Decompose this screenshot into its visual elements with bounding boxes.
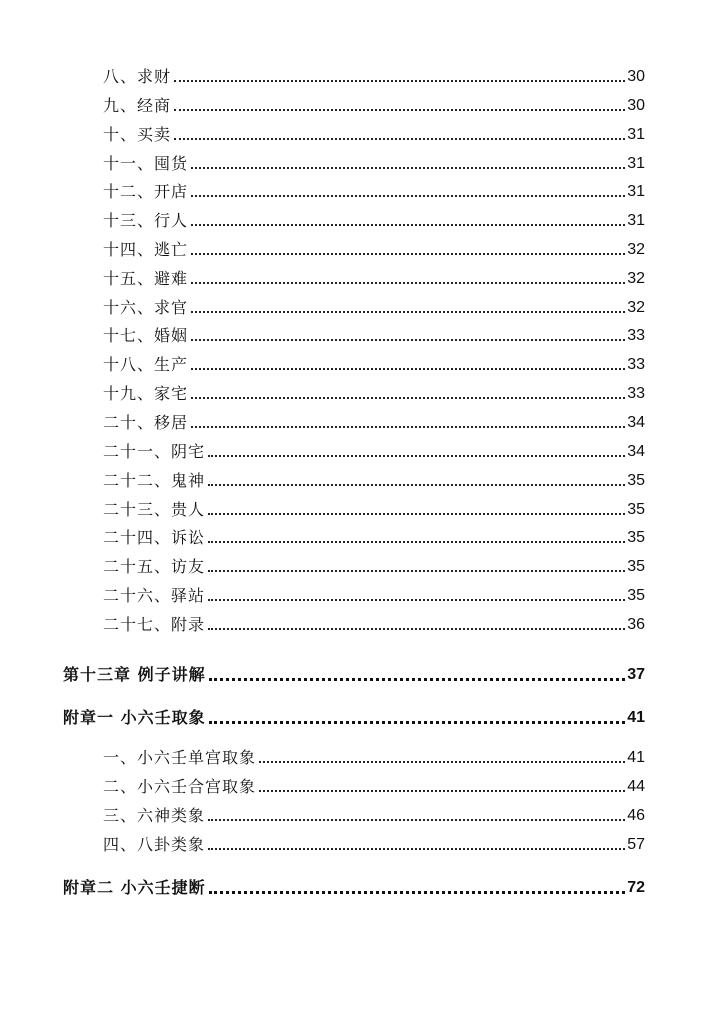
toc-entry[interactable] (103, 773, 645, 797)
toc-entry-title: 三、六神类象 (103, 806, 206, 825)
toc-entry-page: 34 (627, 414, 645, 431)
toc-entry-page: 33 (627, 327, 645, 344)
toc-entry-page: 36 (627, 616, 645, 633)
toc-entry[interactable] (103, 611, 645, 635)
toc-entry-title: 九、经商 (103, 96, 172, 115)
toc-chapter-13[interactable] (63, 661, 645, 685)
toc-entry-page: 30 (627, 68, 645, 85)
toc-entry-page: 32 (627, 299, 645, 316)
toc-entry-page: 35 (627, 587, 645, 604)
toc-entry-page: 31 (627, 183, 645, 200)
toc-entry-title: 二十六、驿站 (103, 586, 206, 605)
toc-entry-title: 八、求财 (103, 67, 172, 86)
toc-entry-title: 十六、求官 (103, 298, 189, 317)
toc-entry[interactable] (103, 438, 645, 462)
toc-entry[interactable] (103, 294, 645, 318)
toc-entry-page: 35 (627, 529, 645, 546)
toc-entry[interactable] (103, 744, 645, 768)
toc-entry-title: 十八、生产 (103, 355, 189, 374)
toc-entry-page: 35 (627, 472, 645, 489)
toc-entry[interactable] (103, 553, 645, 577)
toc-entry[interactable] (103, 92, 645, 116)
dot-leader (174, 80, 625, 82)
toc-appendix-2[interactable] (63, 874, 645, 898)
toc-appendix-1[interactable] (63, 704, 645, 728)
toc-entry-page: 46 (627, 807, 645, 824)
dot-leader (191, 195, 625, 197)
toc-entry-page: 33 (627, 385, 645, 402)
dot-leader (191, 282, 625, 284)
toc-entry-title: 十九、家宅 (103, 384, 189, 403)
toc-entry-page: 32 (627, 270, 645, 287)
toc-entry[interactable] (103, 831, 645, 855)
toc-entry[interactable] (103, 409, 645, 433)
dot-leader (191, 167, 625, 169)
toc-entry-page: 32 (627, 241, 645, 258)
toc-entry[interactable] (103, 496, 645, 520)
toc-entry-title: 十五、避难 (103, 269, 189, 288)
dot-leader (208, 628, 625, 630)
toc-entry[interactable] (103, 121, 645, 145)
dot-leader (208, 484, 625, 486)
toc-entry-title: 二十三、贵人 (103, 500, 206, 519)
toc-chapter-title: 第十三章 例子讲解 (63, 665, 206, 684)
toc-entry[interactable] (103, 380, 645, 404)
dot-leader (208, 455, 625, 457)
toc-chapter-page: 72 (627, 879, 645, 896)
dot-leader (191, 311, 625, 313)
toc-entry-title: 十四、逃亡 (103, 240, 189, 259)
toc-entry-page: 35 (627, 558, 645, 575)
toc-entry-page: 30 (627, 97, 645, 114)
toc-entry-title: 十二、开店 (103, 182, 189, 201)
toc-entry-title: 十、买卖 (103, 125, 172, 144)
toc-entry-title: 四、八卦类象 (103, 835, 206, 854)
dot-leader (259, 761, 625, 763)
toc-entry-page: 33 (627, 356, 645, 373)
toc-chapter-title: 附章二 小六壬捷断 (63, 878, 206, 897)
toc-entry[interactable] (103, 467, 645, 491)
dot-leader (208, 541, 625, 543)
toc-chapter-page: 37 (627, 666, 645, 683)
toc-entry[interactable] (103, 351, 645, 375)
toc-entry[interactable] (103, 207, 645, 231)
dot-leader (208, 570, 625, 572)
toc-entry-title: 十七、婚姻 (103, 326, 189, 345)
toc-entry-page: 44 (627, 778, 645, 795)
dot-leader (191, 253, 625, 255)
toc-entry-title: 二十二、鬼神 (103, 471, 206, 490)
toc-entry-title: 二十四、诉讼 (103, 528, 206, 547)
dot-leader (174, 109, 625, 111)
toc-entry[interactable] (103, 582, 645, 606)
toc-entry-title: 二十七、附录 (103, 615, 206, 634)
toc-entry[interactable] (103, 150, 645, 174)
toc-entry-page: 57 (627, 836, 645, 853)
dot-leader (191, 339, 625, 341)
toc-entry-page: 34 (627, 443, 645, 460)
dot-leader (209, 891, 626, 894)
toc-entry-title: 十三、行人 (103, 211, 189, 230)
toc-entry[interactable] (103, 178, 645, 202)
dot-leader (191, 426, 625, 428)
toc-entry[interactable] (103, 524, 645, 548)
toc-entry-title: 二十五、访友 (103, 557, 206, 576)
dot-leader (259, 790, 625, 792)
toc-entry-page: 41 (627, 749, 645, 766)
dot-leader (208, 599, 625, 601)
dot-leader (208, 819, 625, 821)
toc-entry-page: 31 (627, 126, 645, 143)
dot-leader (208, 513, 625, 515)
toc-entry-page: 35 (627, 501, 645, 518)
dot-leader (191, 397, 625, 399)
toc-entry-title: 二十一、阴宅 (103, 442, 206, 461)
dot-leader (209, 678, 626, 681)
dot-leader (191, 224, 625, 226)
toc-entry[interactable] (103, 802, 645, 826)
toc-entry-page: 31 (627, 212, 645, 229)
dot-leader (174, 138, 625, 140)
dot-leader (208, 848, 625, 850)
toc-entry-title: 十一、囤货 (103, 154, 189, 173)
dot-leader (209, 721, 626, 724)
toc-chapter-page: 41 (627, 709, 645, 726)
toc-entry[interactable] (103, 63, 645, 87)
toc-entry[interactable] (103, 322, 645, 346)
toc-entry-page: 31 (627, 155, 645, 172)
toc-entry-title: 二十、移居 (103, 413, 189, 432)
toc-entry-title: 一、小六壬单宫取象 (103, 748, 257, 767)
toc-chapter-title: 附章一 小六壬取象 (63, 708, 206, 727)
dot-leader (191, 368, 625, 370)
toc-entry-title: 二、小六壬合宫取象 (103, 777, 257, 796)
toc-entry[interactable] (103, 236, 645, 260)
toc-entry[interactable] (103, 265, 645, 289)
